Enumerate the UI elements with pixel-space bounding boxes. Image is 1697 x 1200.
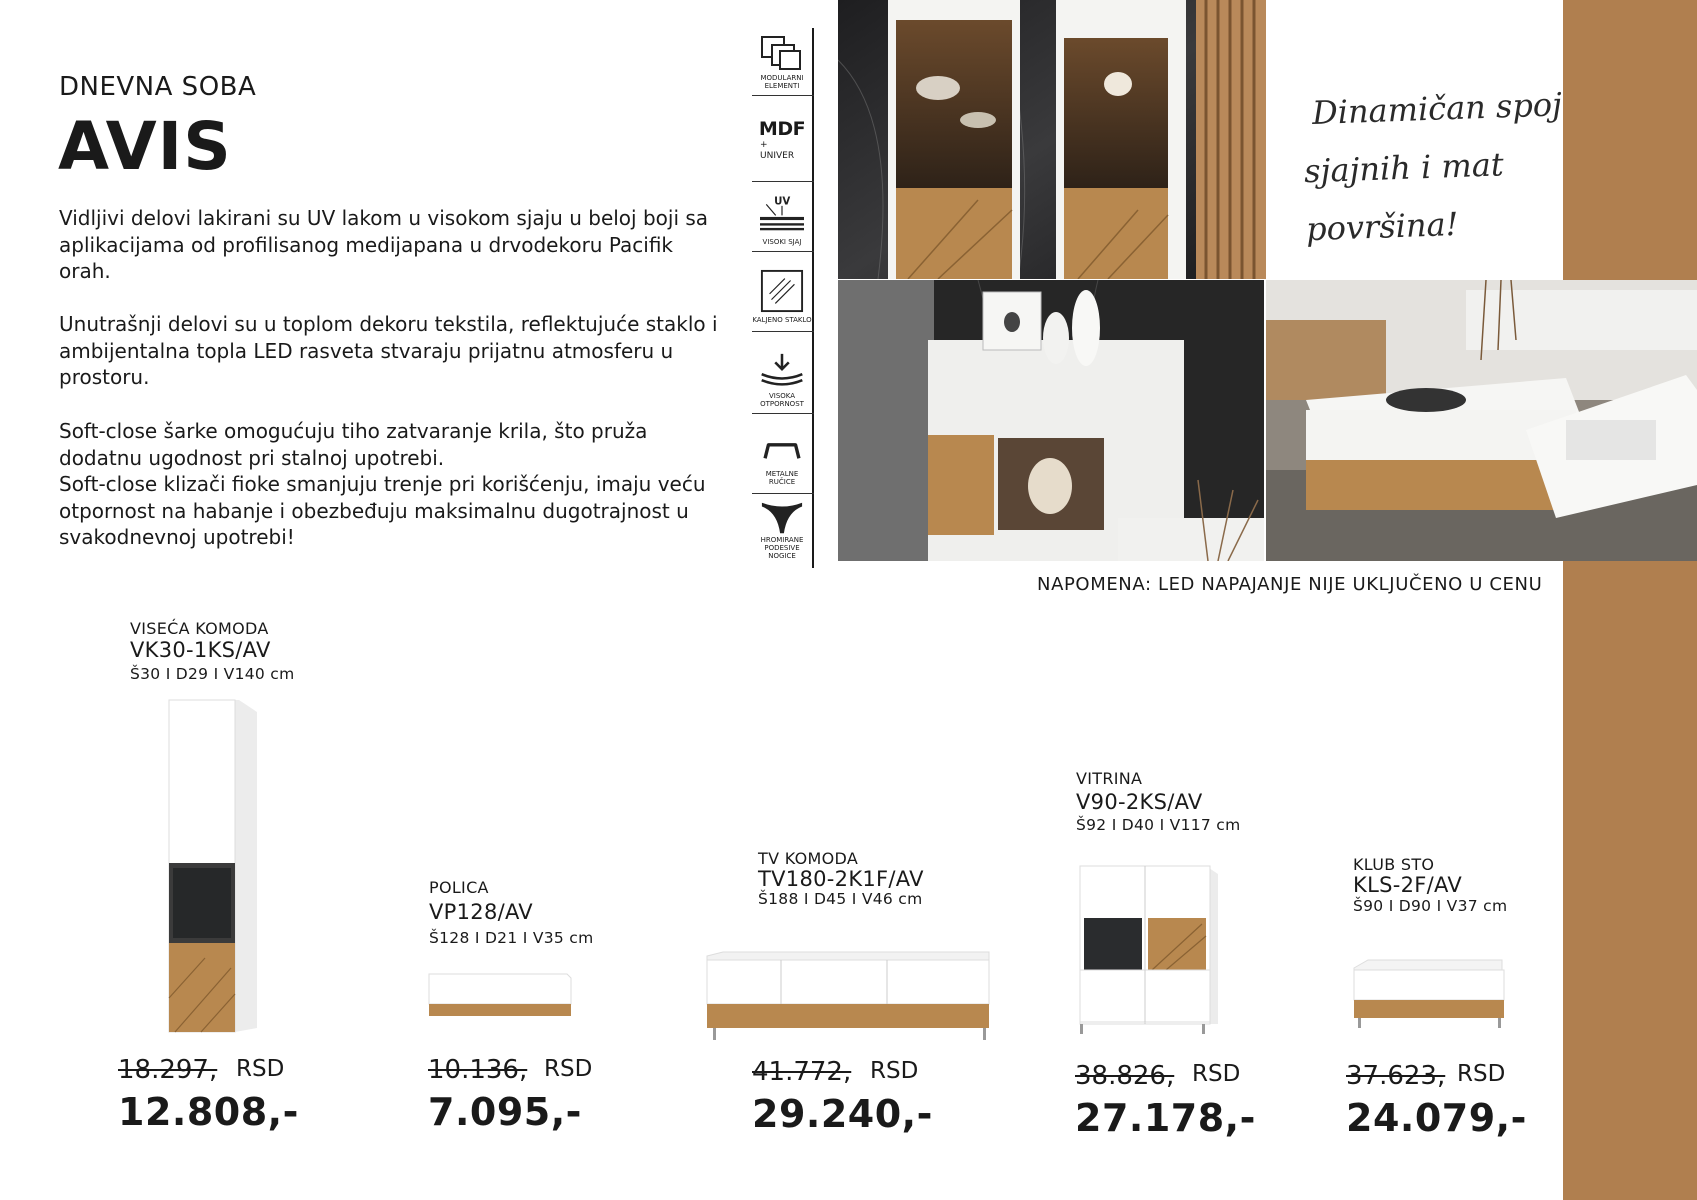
tv-cabinet-image: [703, 950, 993, 1042]
feature-label: METALNE RUČICE: [765, 470, 799, 486]
currency: RSD: [236, 1056, 285, 1082]
showcase-photo-table: [1266, 280, 1697, 561]
tagline-line: sjajnih i mat površina!: [1303, 145, 1505, 249]
high-resistance-icon: [760, 348, 804, 392]
old-price: 38.826,: [1075, 1061, 1175, 1091]
hanging-cabinet-image: [165, 698, 261, 1034]
chrome-legs-icon: [760, 500, 804, 536]
showcase-photo-vitrines: [838, 0, 1266, 279]
feature-glass: [752, 266, 812, 324]
product-type: POLICA: [429, 878, 489, 897]
new-price: 7.095,-: [428, 1090, 582, 1134]
display-cabinet-image: [1076, 862, 1222, 1034]
product-dimensions: Š30 I D29 I V140 cm: [130, 665, 295, 683]
feature-label: VISOKI SJAJ: [762, 238, 802, 246]
product-dimensions: Š92 I D40 I V117 cm: [1076, 816, 1241, 834]
product-dimensions: Š188 I D45 I V46 cm: [758, 890, 923, 908]
tagline-line: Dinamičan spoj: [1311, 85, 1563, 132]
feature-mdf: [752, 120, 812, 160]
currency: RSD: [1192, 1061, 1241, 1087]
metal-handle-icon: [760, 428, 804, 470]
description-paragraph: Vidljivi delovi lakirani su UV lakom u visokom sjaju u beloj boji sa aplikacijama od profilisanog medijapana u drvodekoru Pacifik orah.: [59, 206, 709, 283]
product-code: VK30-1KS/AV: [130, 638, 271, 662]
mdf-icon: [760, 120, 804, 160]
description-paragraph: Soft-close šarke omogućuju tiho zatvaranje krila, što pruža dodatnu ugodnost pri stalnoj upotrebi.: [59, 419, 648, 470]
old-price: 37.623,: [1346, 1061, 1446, 1091]
uv-gloss-icon: [760, 188, 804, 238]
product-type: KLUB STO: [1353, 855, 1435, 874]
feature-modular: [752, 34, 812, 90]
product-dimensions: Š128 I D21 I V35 cm: [429, 929, 594, 947]
showcase-photo-cabinet: [838, 280, 1264, 561]
product-dimensions: Š90 I D90 I V37 cm: [1353, 897, 1508, 915]
wall-shelf-image: [427, 970, 573, 1018]
currency: RSD: [544, 1056, 593, 1082]
feature-uv: [752, 188, 812, 246]
old-price: 41.772,: [752, 1057, 852, 1087]
tagline: [1301, 72, 1667, 258]
uv-text: UV: [774, 196, 791, 208]
product-code: VP128/AV: [429, 900, 533, 924]
product-type: VISEĆA KOMODA: [130, 619, 269, 638]
feature-label: VISOKA OTPORNOST: [760, 392, 804, 408]
mdf-text: MDF: [758, 118, 806, 140]
product-code: V90-2KS/AV: [1076, 790, 1203, 814]
currency: RSD: [1457, 1061, 1506, 1087]
feature-icons-column: [752, 28, 814, 568]
feature-resistance: [752, 348, 812, 408]
modular-elements-icon: [760, 34, 804, 74]
old-price: 18.297,: [118, 1055, 218, 1085]
feature-handles: [752, 428, 812, 486]
feature-label: KALJENO STAKLO: [752, 316, 812, 324]
feature-label: + UNIVER: [760, 140, 795, 161]
led-note: NAPOMENA: LED NAPAJANJE NIJE UKLJUČENO U CENU: [1037, 574, 1543, 595]
currency: RSD: [870, 1058, 919, 1084]
collection-title: AVIS: [58, 108, 232, 185]
product-type: VITRINA: [1076, 769, 1143, 788]
description-paragraph: Unutrašnji delovi su u toplom dekoru tekstila, reflektujuće staklo i ambijentalna topla LED rasveta stvaraju prijatnu atmosferu u prostoru.: [59, 312, 718, 389]
tempered-glass-icon: [760, 266, 804, 316]
new-price: 29.240,-: [752, 1092, 933, 1136]
new-price: 24.079,-: [1346, 1096, 1527, 1140]
feature-label: MODULARNI ELEMENTI: [760, 74, 804, 90]
product-code: KLS-2F/AV: [1353, 873, 1462, 897]
new-price: 27.178,-: [1075, 1096, 1256, 1140]
new-price: 12.808,-: [118, 1090, 299, 1134]
old-price: 10.136,: [428, 1055, 528, 1085]
product-type: TV KOMODA: [758, 849, 859, 868]
product-code: TV180-2K1F/AV: [758, 867, 924, 891]
feature-label: HROMIRANE PODESIVE NOGICE: [760, 536, 804, 560]
feature-legs: [752, 500, 812, 560]
description-paragraph: Soft-close klizači fioke smanjuju trenje pri korišćenju, imaju veću otpornost na habanje i obezbeđuju maksimalnu dugotrajnost u svakodnevnoj upotrebi!: [59, 472, 706, 549]
category-label: DNEVNA SOBA: [59, 72, 257, 102]
coffee-table-image: [1352, 958, 1508, 1030]
